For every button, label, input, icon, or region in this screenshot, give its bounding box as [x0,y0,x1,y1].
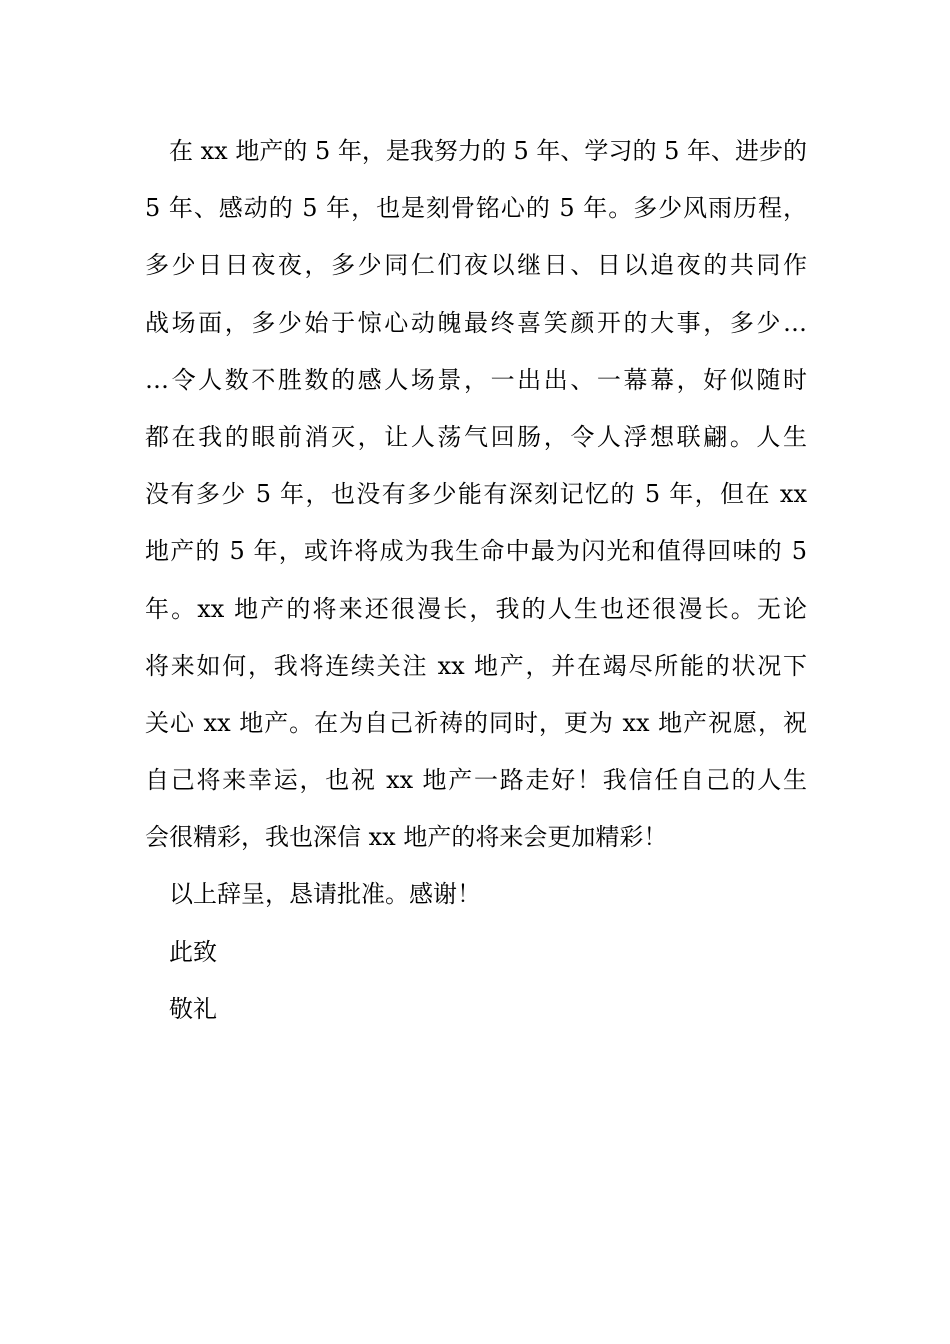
paragraph-line: 会很精彩，我也深信 xx 地产的将来会更加精彩！ [145,823,668,852]
paragraph-line: 多少日日夜夜，多少同仁们夜以继日、日以追夜的共同作 [145,251,807,280]
paragraph-line: 战场面，多少始于惊心动魄最终喜笑颜开的大事，多少… [145,308,807,337]
paragraph-line: …令人数不胜数的感人场景，一出出、一幕幕，好似随时 [145,365,807,394]
closing-salutation: 此致 [169,937,217,966]
letter-body [145,128,807,1043]
paragraph-line: 将来如何，我将连续关注 xx 地产，并在竭尽所能的状况下 [145,651,807,680]
paragraph-line: 在 xx 地产的 5 年，是我努力的 5 年、学习的 5 年、进步的 [169,137,807,165]
paragraph-line: 没有多少 5 年，也没有多少能有深刻记忆的 5 年，但在 xx [145,480,807,509]
closing-regards: 敬礼 [169,994,217,1023]
paragraph-line: 地产的 5 年，或许将成为我生命中最为闪光和值得回味的 5 [145,537,807,566]
paragraph-line: 自己将来幸运，也祝 xx 地产一路走好！我信任自己的人生 [145,766,807,795]
paragraph-line: 都在我的眼前消灭，让人荡气回肠，令人浮想联翩。人生 [145,422,807,451]
resignation-request: 以上辞呈，恳请批准。感谢！ [169,880,481,909]
main-paragraph [145,128,807,871]
paragraph-line: 5 年、感动的 5 年，也是刻骨铭心的 5 年。多少风雨历程， [145,194,807,223]
paragraph-line: 年。xx 地产的将来还很漫长，我的人生也还很漫长。无论 [145,594,807,623]
paragraph-line: 关心 xx 地产。在为自己祈祷的同时，更为 xx 地产祝愿，祝 [145,708,807,737]
